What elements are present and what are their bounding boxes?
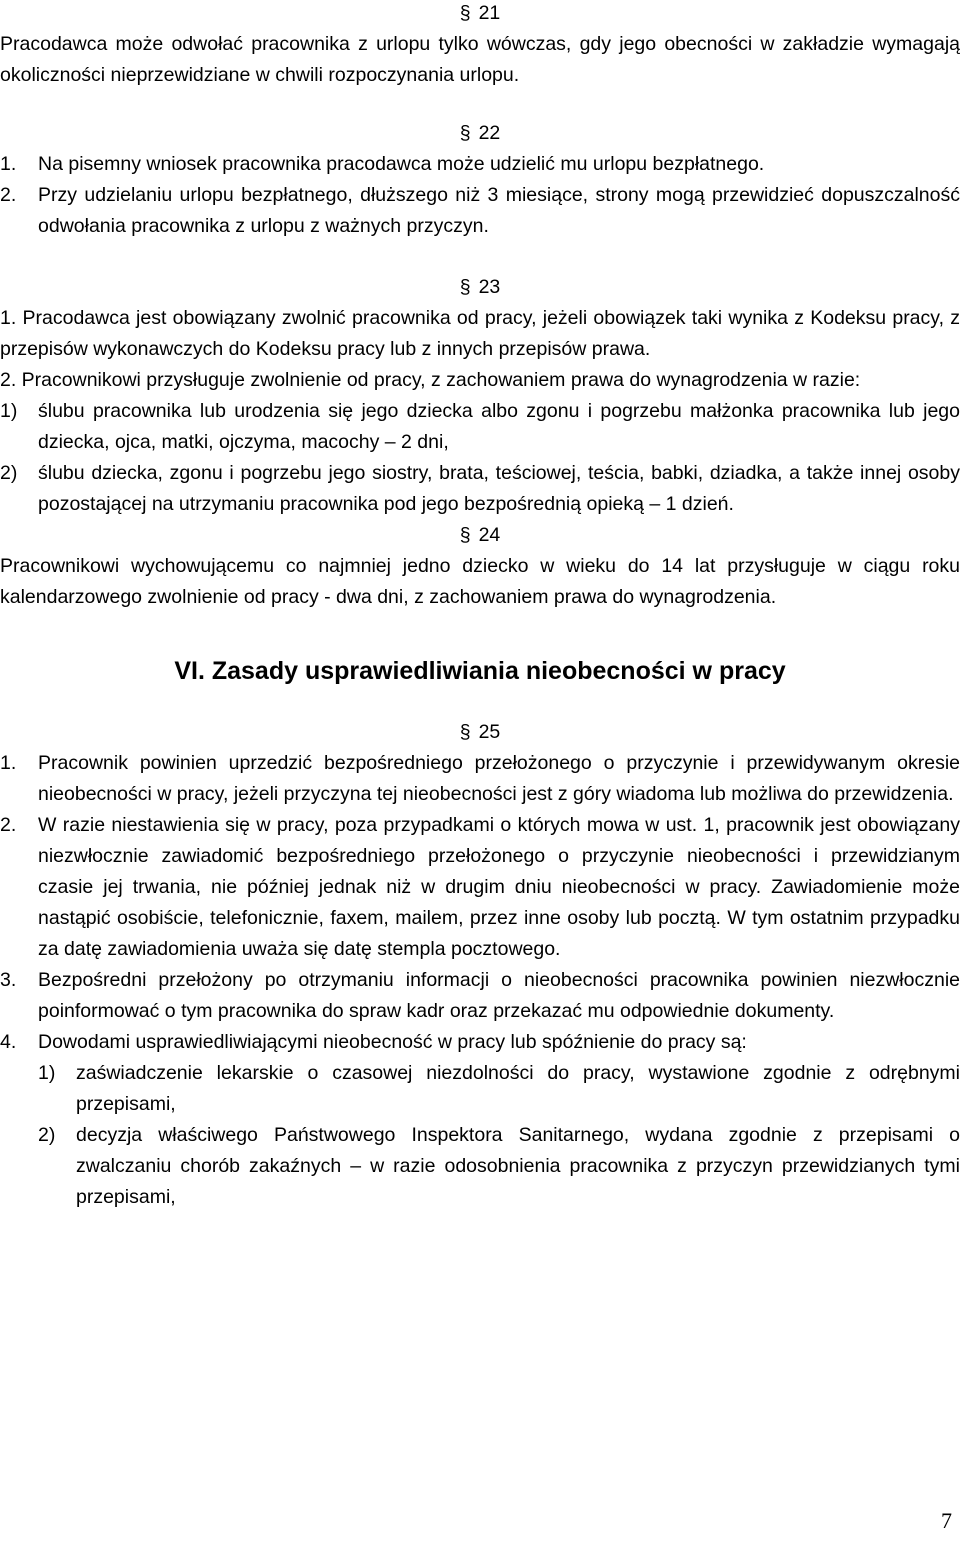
paragraph-24: Pracownikowi wychowującemu co najmniej jedno dziecko w wieku do 14 lat przysługuje w ciągu roku kalendarzowego zwolnienie od pracy - dwa dni, z zachowaniem prawa do wynagrodzenia. [0,555,960,608]
section-heading-22: § 22 [459,122,501,144]
section-symbol-icon: § [459,276,471,298]
list-item: 2. Przy udzielaniu urlopu bezpłatnego, dłuższego niż 3 miesiące, strony mogą przewidzieć dopuszczalność odwołania pracownika z urlopu z ważnych przyczyn. [0,184,960,237]
section-heading-21: § 21 [459,2,501,24]
page-number: 7 [941,1508,952,1533]
sub-list-item: 1) zaświadczenie lekarskie o czasowej niezdolności do pracy, wystawione zgodnie z odrębnymi przepisami, [38,1062,960,1115]
list-item: 1) ślubu pracownika lub urodzenia się jego dziecka albo zgonu i pogrzebu małżonka pracownika lub jego dziecka, ojca, matki, ojczyma, macochy – 2 dni, [0,400,960,453]
list-item: 2. W razie niestawienia się w pracy, poza przypadkami o których mowa w ust. 1, pracownik jest obowiązany niezwłocznie zawiadomić bezpośredniego przełożonego o przyczynie nieobecności i przewidzianym czasie jej trwania, nie później jednak niż w drugim dniu nieobecności w pracy. Zawiadomienie może nastąpić osobiście, telefonicznie, faxem, mailem, przez inne osoby lub pocztą. W tym ostatnim przypadku za datę zawiadomienia uważa się datę stempla pocztowego. [0,814,960,960]
section-symbol-icon: § [459,122,471,144]
section-heading-25: § 25 [459,721,501,743]
sub-list-item: 2) decyzja właściwego Państwowego Inspektora Sanitarnego, wydana zgodnie z przepisami o zwalczaniu chorób zakaźnych – w razie odosobnienia pracownika z przyczyn przewidzianych tymi przepisami, [38,1124,960,1208]
list-item: 3. Bezpośredni przełożony po otrzymaniu informacji o nieobecności pracownika powinien niezwłocznie poinformować o tym pracownika do spraw kadr oraz przekazać mu odpowiednie dokumenty. [0,969,960,1022]
paragraph-23-2: 2. Pracownikowi przysługuje zwolnienie od pracy, z zachowaniem prawa do wynagrodzenia w razie: [0,369,861,391]
paragraph-21: Pracodawca może odwołać pracownika z urlopu tylko wówczas, gdy jego obecności w zakładzie wymagają okoliczności nieprzewidziane w chwili rozpoczynania urlopu. [0,33,960,86]
list-item: 4. Dowodami usprawiedliwiającymi nieobecność w pracy lub spóźnienie do pracy są: [0,1031,747,1053]
list-item: 1. Na pisemny wniosek pracownika pracodawca może udzielić mu urlopu bezpłatnego. [0,153,765,175]
section-heading-24: § 24 [459,524,501,546]
section-symbol-icon: § [459,721,471,743]
section-symbol-icon: § [459,524,471,546]
paragraph-23-1: 1. Pracodawca jest obowiązany zwolnić pracownika od pracy, jeżeli obowiązek taki wynika z Kodeksu pracy, z przepisów wykonawczych do Kodeksu pracy lub z innych przepisów prawa. [0,307,960,360]
section-symbol-icon: § [459,2,471,24]
chapter-title: VI. Zasady usprawiedliwiania nieobecności w pracy [174,657,786,685]
list-item: 1. Pracownik powinien uprzedzić bezpośredniego przełożonego o przyczynie i przewidywanym okresie nieobecności w pracy, jeżeli przyczyna tej nieobecności jest z góry wiadoma lub możliwa do przewidzenia. [0,752,960,805]
section-heading-23: § 23 [459,276,501,298]
list-item: 2) ślubu dziecka, zgonu i pogrzebu jego siostry, brata, teściowej, teścia, babki, dziadka, a także innej osoby pozostającej na utrzymaniu pracownika pod jego bezpośrednią opieką – 1 dzień. [0,462,960,515]
